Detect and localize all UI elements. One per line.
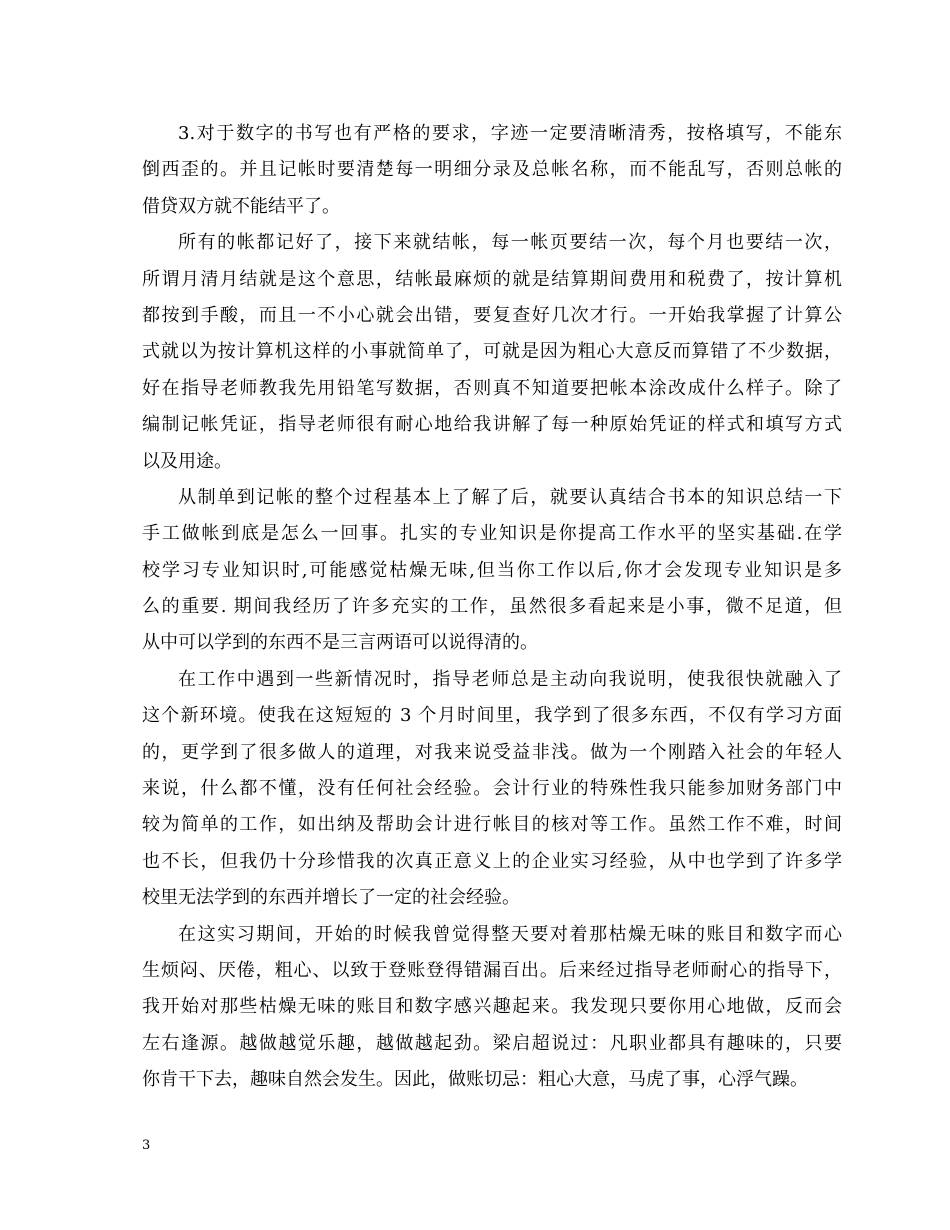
text-line: 手工做帐到底是怎么一回事。扎实的专业知识是你提高工作水平的坚实基础.在学 xyxy=(142,523,842,545)
paragraph-3 xyxy=(142,480,842,662)
page-number: 3 xyxy=(142,1138,151,1153)
text-line: 么的重要. 期间我经历了许多充实的工作，虽然很多看起来是小事，微不足道，但 xyxy=(142,596,842,618)
text-line: 所有的帐都记好了，接下来就结帐，每一帐页要结一次，每个月也要结一次， xyxy=(178,232,842,254)
text-line: 左右逢源。越做越觉乐趣，越做越起劲。梁启超说过：凡职业都具有趣味的，只要 xyxy=(142,1032,842,1054)
text-line: 以及用途。 xyxy=(142,450,232,472)
paragraph-2 xyxy=(142,225,842,480)
text-line: 编制记帐凭证，指导老师很有耐心地给我讲解了每一种原始凭证的样式和填写方式 xyxy=(142,414,842,436)
text-line: 式就以为按计算机这样的小事就简单了，可就是因为粗心大意反而算错了不少数据， xyxy=(142,341,842,363)
text-line: 从制单到记帐的整个过程基本上了解了后，就要认真结合书本的知识总结一下 xyxy=(178,486,842,508)
text-line: 我开始对那些枯燥无味的账目和数字感兴趣起来。我发现只要你用心地做，反而会 xyxy=(142,996,842,1018)
text-line: 的，更学到了很多做人的道理，对我来说受益非浅。做为一个刚踏入社会的年轻人 xyxy=(142,741,842,763)
text-line: 较为简单的工作，如出纳及帮助会计进行帐目的核对等工作。虽然工作不难，时间 xyxy=(142,814,842,836)
text-line: 这个新环境。使我在这短短的 3 个月时间里，我学到了很多东西，不仅有学习方面 xyxy=(142,705,842,727)
text-line: 你肯干下去，趣味自然会发生。因此，做账切忌：粗心大意，马虎了事，心浮气躁。 xyxy=(142,1069,808,1091)
text-line: 校里无法学到的东西并增长了一定的社会经验。 xyxy=(142,887,520,909)
text-line: 3.对于数字的书写也有严格的要求，字迹一定要清晰清秀，按格填写，不能东 xyxy=(178,123,842,144)
paragraph-5 xyxy=(142,917,842,1099)
body-text xyxy=(142,116,842,1099)
text-line: 也不长，但我仍十分珍惜我的次真正意义上的企业实习经验，从中也学到了许多学 xyxy=(142,850,842,872)
text-line: 校学习专业知识时,可能感觉枯燥无味,但当你工作以后,你才会发现专业知识是多 xyxy=(142,559,842,581)
text-line: 所谓月清月结就是这个意思，结帐最麻烦的就是结算期间费用和税费了，按计算机 xyxy=(142,268,842,290)
text-line: 从中可以学到的东西不是三言两语可以说得清的。 xyxy=(142,632,538,654)
text-line: 来说，什么都不懂，没有任何社会经验。会计行业的特殊性我只能参加财务部门中 xyxy=(142,778,842,800)
paragraph-1 xyxy=(142,116,842,225)
text-line: 都按到手酸，而且一不小心就会出错，要复查好几次才行。一开始我掌握了计算公 xyxy=(142,304,842,326)
text-line: 倒西歪的。并且记帐时要清楚每一明细分录及总帐名称，而不能乱写，否则总帐的 xyxy=(142,159,842,181)
text-line: 生烦闷、厌倦，粗心、以致于登账登得错漏百出。后来经过指导老师耐心的指导下， xyxy=(142,959,842,981)
text-line: 好在指导老师教我先用铅笔写数据，否则真不知道要把帐本涂改成什么样子。除了 xyxy=(142,377,842,399)
paragraph-4 xyxy=(142,662,842,917)
text-line: 在这实习期间，开始的时候我曾觉得整天要对着那枯燥无味的账目和数字而心 xyxy=(178,923,842,945)
text-line: 借贷双方就不能结平了。 xyxy=(142,195,340,217)
text-line: 在工作中遇到一些新情况时，指导老师总是主动向我说明，使我很快就融入了 xyxy=(178,668,842,690)
